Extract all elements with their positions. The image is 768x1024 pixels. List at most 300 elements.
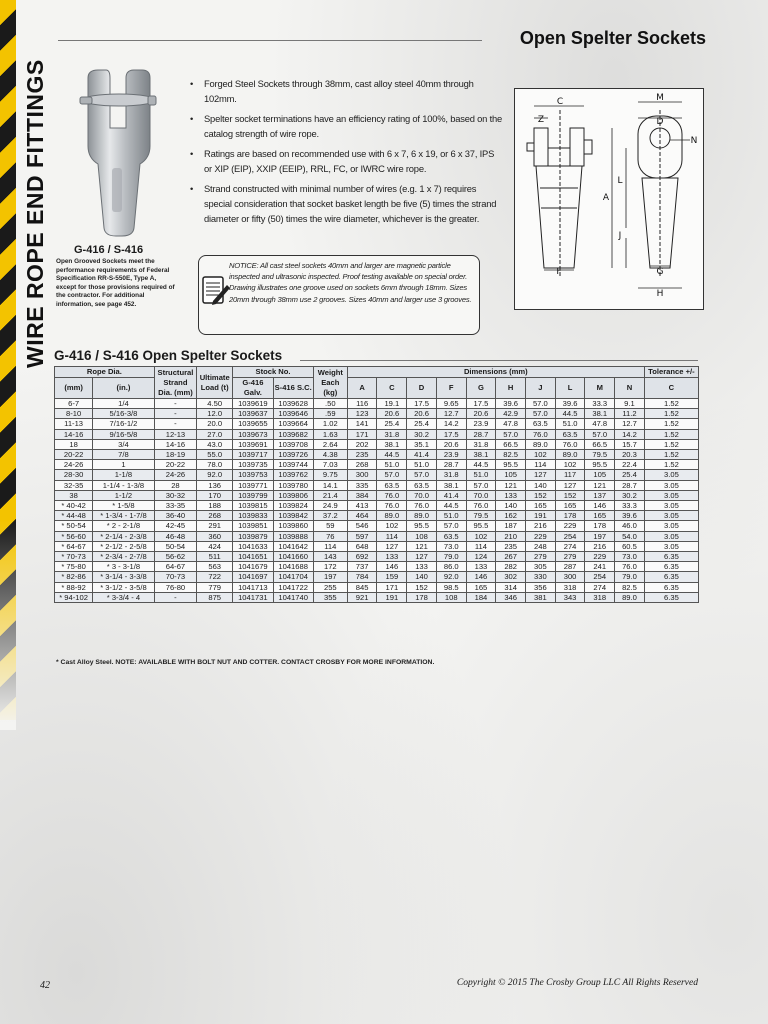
page-number: 42 xyxy=(40,980,50,991)
table-cell: 165 xyxy=(526,501,556,511)
dim-label-d: D xyxy=(656,117,664,127)
table-cell: 3.05 xyxy=(644,521,698,531)
header-dim-c: C xyxy=(377,378,407,399)
table-cell: 89.0 xyxy=(555,450,585,460)
table-cell: 12.7 xyxy=(615,419,645,429)
table-cell: 648 xyxy=(347,541,377,551)
table-cell: 20.6 xyxy=(466,409,496,419)
header-mm: (mm) xyxy=(55,378,93,399)
table-cell: 318 xyxy=(555,582,585,592)
table-cell: 1.52 xyxy=(644,419,698,429)
table-cell: 76.0 xyxy=(377,501,407,511)
table-cell: 121 xyxy=(407,541,437,551)
product-note: Open Grooved Sockets meet the performance requirements of Federal Specification RR-S-550E, Type A, except for those provisions required of the contractor. For additional information, see page 452. xyxy=(56,258,175,308)
table-cell: 102 xyxy=(555,460,585,470)
table-row xyxy=(55,521,699,531)
table-cell: 165 xyxy=(555,501,585,511)
table-cell: 7/16-1/2 xyxy=(93,419,155,429)
table-cell: 171 xyxy=(377,582,407,592)
table-cell: 12.0 xyxy=(197,409,233,419)
table-cell: 7/8 xyxy=(93,450,155,460)
table-cell: 1041722 xyxy=(273,582,313,592)
table-cell: 692 xyxy=(347,552,377,562)
table-cell: 229 xyxy=(555,521,585,531)
table-cell: 1/4 xyxy=(93,399,155,409)
table-cell: 124 xyxy=(466,552,496,562)
table-cell: 33.3 xyxy=(585,399,615,409)
table-cell: 1041688 xyxy=(273,562,313,572)
table-cell: 152 xyxy=(555,490,585,500)
table-cell: 1.63 xyxy=(313,429,347,439)
table-cell: 114 xyxy=(313,541,347,551)
table-row xyxy=(55,470,699,480)
table-cell: 1039655 xyxy=(233,419,273,429)
table-row xyxy=(55,399,699,409)
table-cell: 56-62 xyxy=(154,552,196,562)
table-cell: 784 xyxy=(347,572,377,582)
table-cell: 102 xyxy=(526,450,556,460)
table-row xyxy=(55,592,699,602)
table-cell: .59 xyxy=(313,409,347,419)
table-cell: 267 xyxy=(496,552,526,562)
table-cell: 136 xyxy=(197,480,233,490)
dim-label-z: Z xyxy=(537,115,545,125)
table-cell: 20.6 xyxy=(407,409,437,419)
table-cell: 39.6 xyxy=(555,399,585,409)
table-cell: 63.5 xyxy=(377,480,407,490)
table-cell: 274 xyxy=(585,582,615,592)
table-cell: 46-48 xyxy=(154,531,196,541)
dim-label-l: L xyxy=(617,176,623,186)
table-cell: 381 xyxy=(526,592,556,602)
table-cell: * 3 - 3-1/8 xyxy=(93,562,155,572)
table-cell: * 82-86 xyxy=(55,572,93,582)
table-cell: 1041731 xyxy=(233,592,273,602)
table-cell: 63.5 xyxy=(526,419,556,429)
table-cell: 302 xyxy=(496,572,526,582)
table-cell: * 2-1/2 - 2-5/8 xyxy=(93,541,155,551)
table-cell: 70-73 xyxy=(154,572,196,582)
table-row xyxy=(55,531,699,541)
table-cell: 57.0 xyxy=(407,470,437,480)
table-cell: 6.35 xyxy=(644,562,698,572)
table-row xyxy=(55,460,699,470)
table-cell: 14-16 xyxy=(55,429,93,439)
table-cell: * 56-60 xyxy=(55,531,93,541)
table-cell: 170 xyxy=(197,490,233,500)
table-cell: 57.0 xyxy=(526,399,556,409)
table-cell: 47.8 xyxy=(496,419,526,429)
header-stock: Stock No. xyxy=(233,367,314,378)
table-cell: 15.7 xyxy=(615,439,645,449)
header-dimensions: Dimensions (mm) xyxy=(347,367,644,378)
table-cell: 1039664 xyxy=(273,419,313,429)
table-cell: 78.0 xyxy=(197,460,233,470)
copyright: Copyright © 2015 The Crosby Group LLC All Rights Reserved xyxy=(456,977,698,988)
table-cell: 254 xyxy=(555,531,585,541)
header-dim-n: N xyxy=(615,378,645,399)
feature-item: • Forged Steel Sockets through 38mm, cast alloy steel 40mm through 102mm. xyxy=(186,76,504,106)
table-cell: 25.4 xyxy=(407,419,437,429)
table-cell: 28-30 xyxy=(55,470,93,480)
table-cell: 30.2 xyxy=(615,490,645,500)
table-cell: 300 xyxy=(347,470,377,480)
table-cell: 1039682 xyxy=(273,429,313,439)
table-cell: 95.5 xyxy=(496,460,526,470)
table-cell: 76.0 xyxy=(615,562,645,572)
header-dim-m: M xyxy=(585,378,615,399)
table-cell: 216 xyxy=(526,521,556,531)
table-cell: 92.0 xyxy=(436,572,466,582)
table-cell: 274 xyxy=(555,541,585,551)
table-cell: 3.05 xyxy=(644,541,698,551)
dim-label-m: M xyxy=(656,93,664,103)
table-cell: 146 xyxy=(585,501,615,511)
table-cell: * 75-80 xyxy=(55,562,93,572)
table-cell: 779 xyxy=(197,582,233,592)
page-title: Open Spelter Sockets xyxy=(519,28,706,48)
table-cell: 36-40 xyxy=(154,511,196,521)
table-cell: 14.2 xyxy=(436,419,466,429)
table-cell: 5/16-3/8 xyxy=(93,409,155,419)
table-cell: * 50-54 xyxy=(55,521,93,531)
table-cell: 17.5 xyxy=(436,429,466,439)
table-cell: 140 xyxy=(496,501,526,511)
table-cell: 89.0 xyxy=(615,592,645,602)
table-cell: 50-54 xyxy=(154,541,196,551)
header-dim-f: F xyxy=(436,378,466,399)
table-cell: 73.0 xyxy=(615,552,645,562)
table-cell: 300 xyxy=(555,572,585,582)
table-cell: * 1-5/8 xyxy=(93,501,155,511)
table-cell: 76.0 xyxy=(526,429,556,439)
table-cell: 32-35 xyxy=(55,480,93,490)
table-cell: 1 xyxy=(93,460,155,470)
table-cell: 21.4 xyxy=(313,490,347,500)
socket-dimension-diagram xyxy=(514,88,704,310)
table-cell: 3.05 xyxy=(644,511,698,521)
table-cell: 57.0 xyxy=(526,409,556,419)
header-in: (in.) xyxy=(93,378,155,399)
table-cell: 86.0 xyxy=(436,562,466,572)
table-cell: 248 xyxy=(526,541,556,551)
table-cell: 17.5 xyxy=(407,399,437,409)
feature-item: • Strand constructed with minimal number of wires (e.g. 1 x 7) requires special consideration that socket basket length be five (5) times the strand diameter or fifty (50) times the wire diameter, whichever is the greater. xyxy=(186,181,504,226)
table-cell: 152 xyxy=(407,582,437,592)
table-cell: 12.7 xyxy=(436,409,466,419)
dim-label-c: C xyxy=(556,97,564,107)
table-cell: 159 xyxy=(377,572,407,582)
table-cell: 1041697 xyxy=(233,572,273,582)
table-cell: 18-19 xyxy=(154,450,196,460)
table-cell: 18 xyxy=(55,439,93,449)
table-cell: * 64-67 xyxy=(55,541,93,551)
table-row xyxy=(55,490,699,500)
table-cell: 191 xyxy=(526,511,556,521)
table-cell: 44.5 xyxy=(555,409,585,419)
table-cell: 63.5 xyxy=(436,531,466,541)
table-cell: 413 xyxy=(347,501,377,511)
table-cell: 229 xyxy=(585,552,615,562)
table-cell: 64-67 xyxy=(154,562,196,572)
table-cell: 51.0 xyxy=(555,419,585,429)
table-cell: 254 xyxy=(585,572,615,582)
table-cell: 1039673 xyxy=(233,429,273,439)
table-cell: 7.03 xyxy=(313,460,347,470)
table-cell: 20-22 xyxy=(55,450,93,460)
table-cell: 1.52 xyxy=(644,409,698,419)
table-cell: 178 xyxy=(407,592,437,602)
table-cell: 1039708 xyxy=(273,439,313,449)
table-cell: * 1-3/4 - 1-7/8 xyxy=(93,511,155,521)
table-cell: 279 xyxy=(555,552,585,562)
table-cell: 51.0 xyxy=(436,511,466,521)
table-cell: 116 xyxy=(347,399,377,409)
notepad-pencil-icon xyxy=(199,271,233,311)
table-cell: 121 xyxy=(585,480,615,490)
table-cell: 1041704 xyxy=(273,572,313,582)
table-cell: 845 xyxy=(347,582,377,592)
table-cell: 57.0 xyxy=(496,429,526,439)
table-cell: 1039771 xyxy=(233,480,273,490)
table-cell: - xyxy=(154,419,196,429)
header-ultimate: Ultimate Load (t) xyxy=(197,367,233,399)
notice-box xyxy=(198,255,480,335)
table-cell: 146 xyxy=(377,562,407,572)
table-cell: 95.5 xyxy=(407,521,437,531)
table-cell: 1039799 xyxy=(233,490,273,500)
table-cell: * 3-3/4 - 4 xyxy=(93,592,155,602)
table-cell: 4.50 xyxy=(197,399,233,409)
table-cell: 39.6 xyxy=(496,399,526,409)
table-cell: 57.0 xyxy=(377,470,407,480)
table-cell: 41.4 xyxy=(436,490,466,500)
table-cell: 1039619 xyxy=(233,399,273,409)
table-cell: 63.5 xyxy=(555,429,585,439)
table-cell: 235 xyxy=(347,450,377,460)
dim-label-j: J xyxy=(618,231,622,241)
table-cell: 76.0 xyxy=(466,501,496,511)
table-cell: 597 xyxy=(347,531,377,541)
table-cell: 28.7 xyxy=(615,480,645,490)
table-cell: 98.5 xyxy=(436,582,466,592)
table-cell: 57.0 xyxy=(436,521,466,531)
table-cell: 197 xyxy=(313,572,347,582)
table-cell: 76 xyxy=(313,531,347,541)
table-cell: 23.9 xyxy=(466,419,496,429)
table-cell: * 2 - 2-1/8 xyxy=(93,521,155,531)
dim-label-f: F xyxy=(556,267,562,277)
table-cell: 178 xyxy=(555,511,585,521)
table-cell: * 94-102 xyxy=(55,592,93,602)
header-g416: G-416 Galv. xyxy=(233,378,273,399)
dim-label-n: N xyxy=(690,136,698,146)
table-cell: 137 xyxy=(585,490,615,500)
table-cell: 255 xyxy=(313,582,347,592)
table-cell: 737 xyxy=(347,562,377,572)
table-cell: 143 xyxy=(313,552,347,562)
table-divider xyxy=(300,360,698,361)
table-cell: 42.9 xyxy=(496,409,526,419)
table-cell: 229 xyxy=(526,531,556,541)
table-cell: 9.75 xyxy=(313,470,347,480)
header-dim-j: J xyxy=(526,378,556,399)
table-cell: 25.4 xyxy=(377,419,407,429)
table-cell: 6.35 xyxy=(644,572,698,582)
table-cell: 133 xyxy=(496,490,526,500)
feature-item: • Spelter socket terminations have an efficiency rating of 100%, based on the catalog strength of wire rope. xyxy=(186,111,504,141)
table-cell: 268 xyxy=(347,460,377,470)
table-cell: 511 xyxy=(197,552,233,562)
table-cell: 1039824 xyxy=(273,501,313,511)
table-row xyxy=(55,541,699,551)
table-cell: 70.0 xyxy=(407,490,437,500)
table-cell: 38.1 xyxy=(377,439,407,449)
table-cell: 141 xyxy=(347,419,377,429)
table-cell: 146 xyxy=(466,572,496,582)
table-cell: 1039780 xyxy=(273,480,313,490)
table-cell: 188 xyxy=(197,501,233,511)
table-row xyxy=(55,562,699,572)
table-cell: 1039879 xyxy=(233,531,273,541)
table-cell: 127 xyxy=(555,480,585,490)
table-cell: 117 xyxy=(555,470,585,480)
table-cell: - xyxy=(154,409,196,419)
table-cell: 1039646 xyxy=(273,409,313,419)
table-cell: 20.3 xyxy=(615,450,645,460)
table-cell: 133 xyxy=(407,562,437,572)
dim-label-h: H xyxy=(656,289,664,299)
table-cell: 76.0 xyxy=(407,501,437,511)
table-cell: 14.1 xyxy=(313,480,347,490)
table-cell: 95.5 xyxy=(585,460,615,470)
title-divider xyxy=(58,40,482,41)
table-row xyxy=(55,419,699,429)
table-cell: 39.6 xyxy=(615,511,645,521)
table-cell: 1041660 xyxy=(273,552,313,562)
table-cell: 1041679 xyxy=(233,562,273,572)
table-cell: 282 xyxy=(496,562,526,572)
table-cell: 28.7 xyxy=(436,460,466,470)
table-cell: 89.0 xyxy=(526,439,556,449)
table-cell: 11.2 xyxy=(615,409,645,419)
table-cell: 46.0 xyxy=(615,521,645,531)
table-cell: 165 xyxy=(466,582,496,592)
dim-label-g: G xyxy=(656,267,664,277)
table-cell: 14-16 xyxy=(154,439,196,449)
specs-table-body xyxy=(55,399,699,603)
table-row xyxy=(55,501,699,511)
table-cell: 140 xyxy=(407,572,437,582)
table-cell: 133 xyxy=(466,562,496,572)
table-cell: 38.1 xyxy=(585,409,615,419)
table-cell: 19.1 xyxy=(377,399,407,409)
table-cell: 360 xyxy=(197,531,233,541)
table-cell: 54.0 xyxy=(615,531,645,541)
table-cell: 79.5 xyxy=(466,511,496,521)
dim-label-a: A xyxy=(602,193,610,203)
table-cell: 1041633 xyxy=(233,541,273,551)
table-cell: 31.8 xyxy=(436,470,466,480)
table-cell: 305 xyxy=(526,562,556,572)
table-cell: 1039806 xyxy=(273,490,313,500)
table-cell: 102 xyxy=(377,521,407,531)
table-cell: 171 xyxy=(347,429,377,439)
table-cell: 20.0 xyxy=(197,419,233,429)
table-cell: 105 xyxy=(496,470,526,480)
table-cell: 60.5 xyxy=(615,541,645,551)
table-cell: 38.1 xyxy=(436,480,466,490)
table-cell: 70.0 xyxy=(466,490,496,500)
table-cell: 6-7 xyxy=(55,399,93,409)
table-cell: 355 xyxy=(313,592,347,602)
table-cell: 43.0 xyxy=(197,439,233,449)
table-cell: 14.2 xyxy=(615,429,645,439)
header-dim-h: H xyxy=(496,378,526,399)
table-row xyxy=(55,450,699,460)
table-cell: 184 xyxy=(466,592,496,602)
table-cell: 172 xyxy=(313,562,347,572)
table-cell: * 3-1/4 - 3-3/8 xyxy=(93,572,155,582)
table-cell: 42-45 xyxy=(154,521,196,531)
spelter-socket-photo xyxy=(58,68,178,238)
table-cell: 9.1 xyxy=(615,399,645,409)
table-cell: 546 xyxy=(347,521,377,531)
table-cell: 162 xyxy=(496,511,526,521)
header-s416: S-416 S.C. xyxy=(273,378,313,399)
table-cell: 424 xyxy=(197,541,233,551)
specs-table xyxy=(54,366,699,603)
table-cell: 55.0 xyxy=(197,450,233,460)
table-cell: 202 xyxy=(347,439,377,449)
table-cell: 51.0 xyxy=(377,460,407,470)
table-cell: 37.2 xyxy=(313,511,347,521)
table-row xyxy=(55,552,699,562)
table-cell: .50 xyxy=(313,399,347,409)
table-title: G-416 / S-416 Open Spelter Sockets xyxy=(54,348,283,363)
table-cell: 89.0 xyxy=(377,511,407,521)
table-cell: 3.05 xyxy=(644,480,698,490)
table-cell: 24-26 xyxy=(55,460,93,470)
table-cell: 31.8 xyxy=(377,429,407,439)
table-cell: 178 xyxy=(585,521,615,531)
table-cell: 6.35 xyxy=(644,552,698,562)
table-cell: 140 xyxy=(526,480,556,490)
table-cell: 875 xyxy=(197,592,233,602)
table-cell: - xyxy=(154,399,196,409)
header-tol-c: C xyxy=(644,378,698,399)
table-cell: 24-26 xyxy=(154,470,196,480)
table-cell: 82.5 xyxy=(615,582,645,592)
notice-text: NOTICE: All cast steel sockets 40mm and larger are magnetic particle inspected and ultrasonic inspected. Proof testing available on special order. Drawing illustrates one groove used on sockets 6mm through 18mm. Sizes 20mm through 38mm use 2 grooves. Sizes 40mm and larger use 3 grooves. xyxy=(229,261,472,304)
table-cell: 1039851 xyxy=(233,521,273,531)
table-cell: 11-13 xyxy=(55,419,93,429)
table-cell: 1.52 xyxy=(644,399,698,409)
table-cell: 108 xyxy=(407,531,437,541)
table-cell: 114 xyxy=(466,541,496,551)
table-cell: 314 xyxy=(496,582,526,592)
table-cell: 343 xyxy=(555,592,585,602)
table-cell: 28 xyxy=(154,480,196,490)
table-cell: 57.0 xyxy=(466,480,496,490)
table-cell: 8-10 xyxy=(55,409,93,419)
table-cell: 27.0 xyxy=(197,429,233,439)
table-cell: 24.9 xyxy=(313,501,347,511)
table-cell: 79.0 xyxy=(436,552,466,562)
table-cell: 356 xyxy=(526,582,556,592)
table-cell: 114 xyxy=(526,460,556,470)
table-cell: 563 xyxy=(197,562,233,572)
